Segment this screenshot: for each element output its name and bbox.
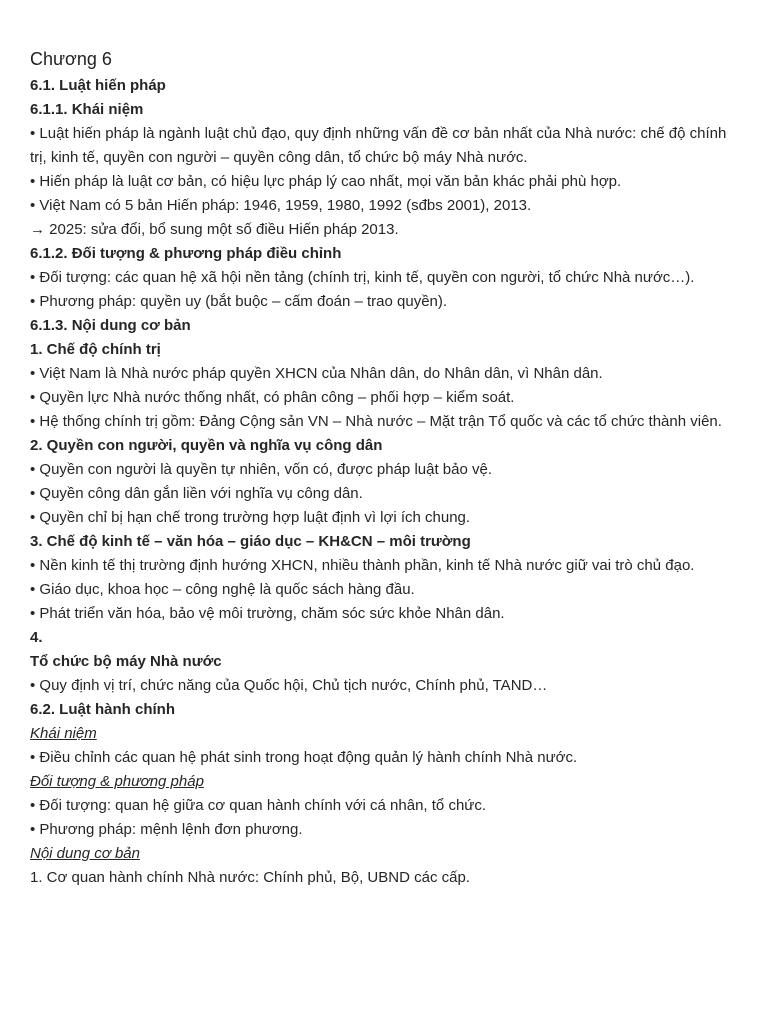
section-heading: Tổ chức bộ máy Nhà nước: [30, 653, 222, 670]
body-line: • Quyền chỉ bị hạn chế trong trường hợp luật định vì lợi ích chung.: [30, 509, 471, 526]
section-heading: 6.1.2. Đối tượng & phương pháp điều chỉnh: [30, 245, 342, 262]
subsection-heading: Khái niệm: [30, 725, 97, 742]
body-line: • Hệ thống chính trị gồm: Đảng Cộng sản VN – Nhà nước – Mặt trận Tổ quốc và các tổ chức thành viên.: [30, 413, 722, 430]
body-line: • Việt Nam là Nhà nước pháp quyền XHCN của Nhân dân, do Nhân dân, vì Nhân dân.: [30, 365, 603, 382]
body-line: • Điều chỉnh các quan hệ phát sinh trong hoạt động quản lý hành chính Nhà nước.: [30, 749, 578, 766]
body-line: • Đối tượng: các quan hệ xã hội nền tảng (chính trị, kinh tế, quyền con người, tổ chức Nhà nước…).: [30, 269, 695, 286]
body-line: • Hiến pháp là luật cơ bản, có hiệu lực pháp lý cao nhất, mọi văn bản khác phải phù hợp.: [30, 173, 622, 190]
section-heading: 6.2. Luật hành chính: [30, 701, 176, 718]
section-heading: 2. Quyền con người, quyền và nghĩa vụ công dân: [30, 437, 383, 454]
section-heading: 6.1. Luật hiến pháp: [30, 77, 166, 94]
body-line: 1. Cơ quan hành chính Nhà nước: Chính phủ, Bộ, UBND các cấp.: [30, 869, 470, 886]
subsection-heading: Đối tượng & phương pháp: [30, 773, 204, 790]
body-line: • Phương pháp: mệnh lệnh đơn phương.: [30, 821, 303, 838]
section-heading: 6.1.1. Khái niệm: [30, 101, 144, 118]
body-line: • Quyền lực Nhà nước thống nhất, có phân công – phối hợp – kiểm soát.: [30, 389, 515, 406]
body-line: • Đối tượng: quan hệ giữa cơ quan hành chính với cá nhân, tổ chức.: [30, 797, 486, 814]
subsection-heading: Nội dung cơ bản: [30, 845, 140, 862]
body-line: • Luật hiến pháp là ngành luật chủ đạo, quy định những vấn đề cơ bản nhất của Nhà nước: chế độ chính trị, kinh tế, quyền con người – quyền công dân, tổ chức bộ máy Nhà nước.: [30, 125, 727, 166]
body-line: • Phát triển văn hóa, bảo vệ môi trường, chăm sóc sức khỏe Nhân dân.: [30, 605, 505, 622]
body-line: • Quyền con người là quyền tự nhiên, vốn có, được pháp luật bảo vệ.: [30, 461, 492, 478]
body-line: • Quy định vị trí, chức năng của Quốc hội, Chủ tịch nước, Chính phủ, TAND…: [30, 677, 548, 694]
document-body: [30, 74, 738, 890]
body-line: • Việt Nam có 5 bản Hiến pháp: 1946, 1959, 1980, 1992 (sđbs 2001), 2013.: [30, 197, 532, 214]
body-line: • Quyền công dân gắn liền với nghĩa vụ công dân.: [30, 485, 363, 502]
section-heading: 6.1.3. Nội dung cơ bản: [30, 317, 191, 334]
section-heading: 3. Chế độ kinh tế – văn hóa – giáo dục – KH&CN – môi trường: [30, 533, 471, 550]
body-line: • Giáo dục, khoa học – công nghệ là quốc sách hàng đầu.: [30, 581, 415, 598]
body-line: → 2025: sửa đổi, bổ sung một số điều Hiến pháp 2013.: [30, 221, 399, 238]
body-line: • Phương pháp: quyền uy (bắt buộc – cấm đoán – trao quyền).: [30, 293, 448, 310]
section-heading: 1. Chế độ chính trị: [30, 341, 161, 358]
body-line: • Nền kinh tế thị trường định hướng XHCN, nhiều thành phần, kinh tế Nhà nước giữ vai trò chủ đạo.: [30, 557, 695, 574]
page-title: Chương 6: [30, 49, 112, 69]
section-heading: 4.: [30, 629, 43, 646]
